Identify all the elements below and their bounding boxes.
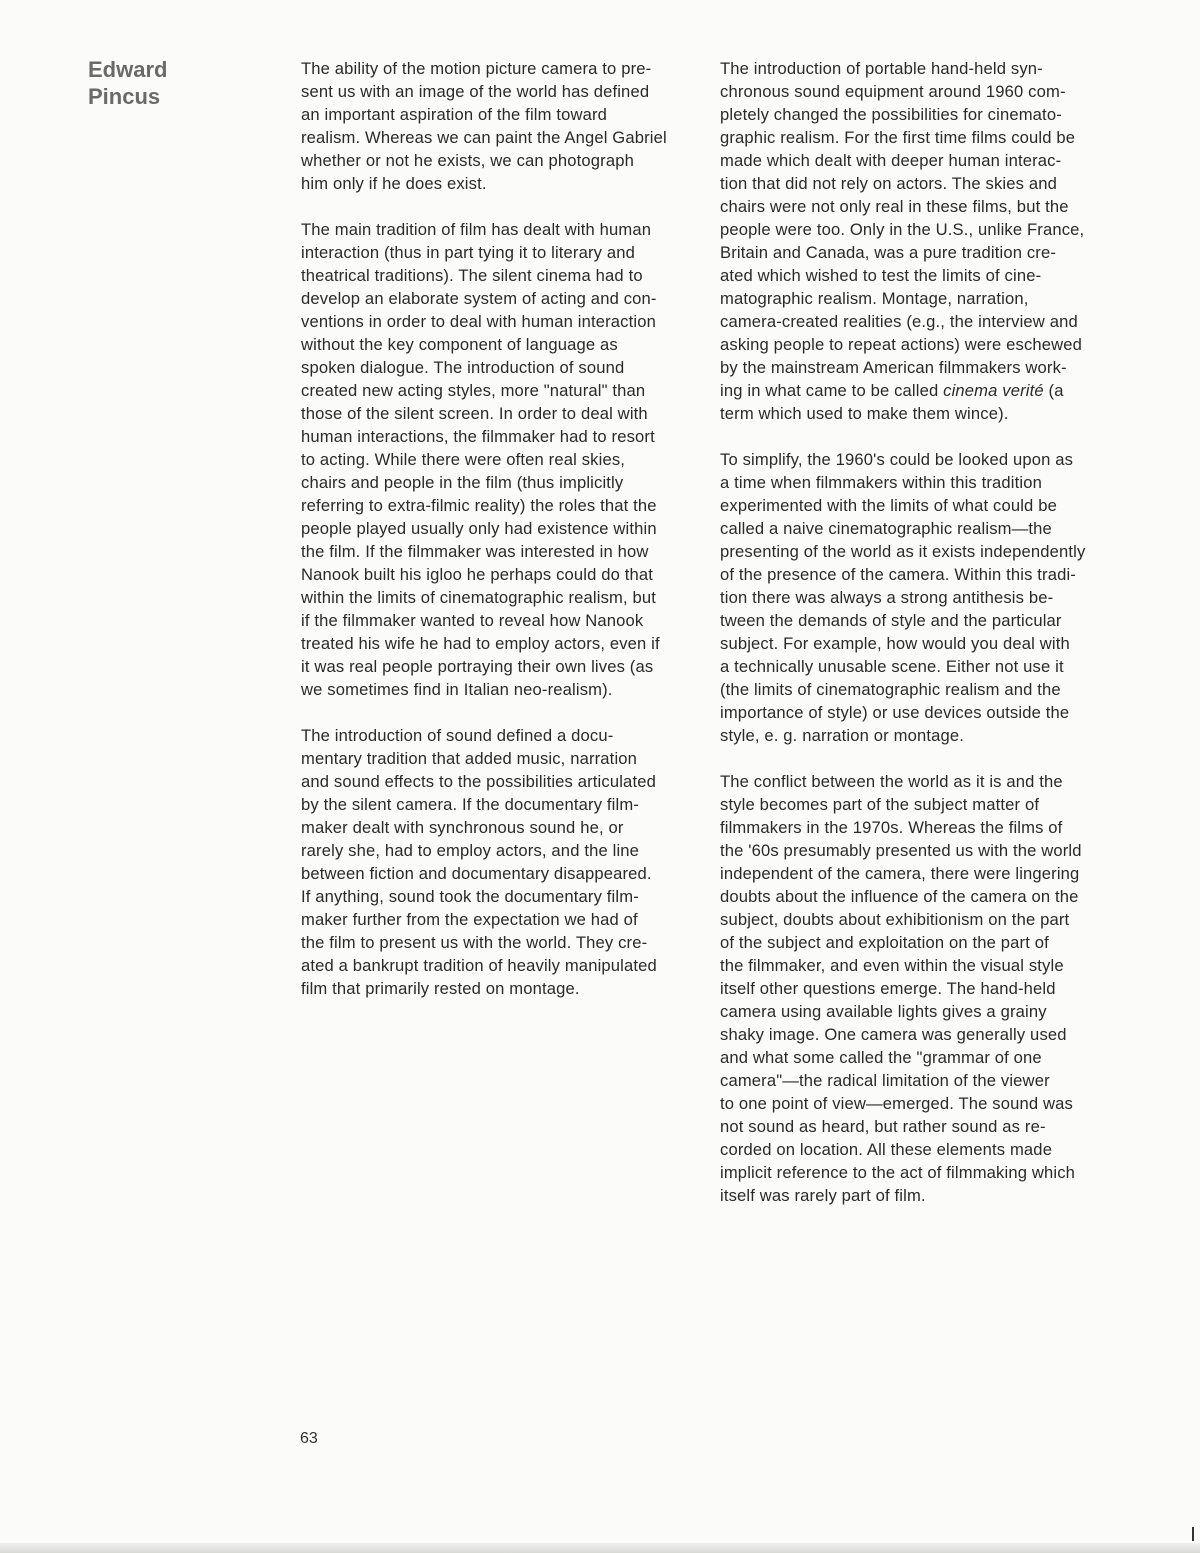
text-line: film that primarily rested on montage.	[301, 979, 580, 998]
text-line: experimented with the limits of what could be	[720, 496, 1057, 515]
text-line: doubts about the influence of the camera on the	[720, 887, 1079, 906]
text-line: human interactions, the filmmaker had to resort	[301, 427, 655, 446]
text-line: treated his wife he had to employ actors, even if	[301, 634, 660, 653]
text-line: the '60s presumably presented us with the world	[720, 841, 1082, 860]
text-line: chairs and people in the film (thus implicitly	[301, 473, 624, 492]
text-line: itself was rarely part of film.	[720, 1186, 926, 1205]
text-line: To simplify, the 1960's could be looked upon as	[720, 450, 1074, 469]
text-line: without the key component of language as	[301, 335, 618, 354]
text-line: pletely changed the possibilities for cinemato-	[720, 105, 1062, 124]
text-line: the film. If the filmmaker was interested in how	[301, 542, 649, 561]
text-line: not sound as heard, but rather sound as re-	[720, 1117, 1046, 1136]
text-line: importance of style) or use devices outside the	[720, 703, 1070, 722]
text-line: term which used to make them wince).	[720, 404, 1009, 423]
text-line: people were too. Only in the U.S., unlike France,	[720, 220, 1085, 239]
text-line: independent of the camera, there were lingering	[720, 864, 1080, 883]
left-text-column	[301, 57, 701, 1023]
text-line: graphic realism. For the first time films could be	[720, 128, 1076, 147]
paragraph	[720, 448, 1130, 747]
page-number: 63	[300, 1430, 318, 1447]
text-line: (the limits of cinematographic realism and the	[720, 680, 1061, 699]
text-line: and sound effects to the possibilities articulated	[301, 772, 656, 791]
text-line: those of the silent screen. In order to deal with	[301, 404, 648, 423]
text-line: him only if he does exist.	[301, 174, 487, 193]
text-line: and what some called the "grammar of one	[720, 1048, 1042, 1067]
text-line: by the silent camera. If the documentary film-	[301, 795, 639, 814]
paragraph	[720, 57, 1130, 425]
text-line: the film to present us with the world. They cre-	[301, 933, 648, 952]
text-line: people played usually only had existence within	[301, 519, 657, 538]
text-line: whether or not he exists, we can photograph	[301, 151, 634, 170]
text-line: If anything, sound took the documentary film-	[301, 887, 639, 906]
text-line: called a naive cinematographic realism—the	[720, 519, 1052, 538]
text-line: ated a bankrupt tradition of heavily manipulated	[301, 956, 657, 975]
text-line: realism. Whereas we can paint the Angel Gabriel	[301, 128, 667, 147]
text-line: a time when filmmakers within this tradition	[720, 473, 1042, 492]
text-line: The main tradition of film has dealt with human	[301, 220, 652, 239]
text-line: implicit reference to the act of filmmaking which	[720, 1163, 1076, 1182]
text-line: style becomes part of the subject matter of	[720, 795, 1040, 814]
text-line: spoken dialogue. The introduction of sound	[301, 358, 625, 377]
text-line: of the presence of the camera. Within this tradi-	[720, 565, 1076, 584]
text-line: chairs were not only real in these films, but the	[720, 197, 1069, 216]
paragraph	[301, 57, 701, 195]
text-line: corded on location. All these elements made	[720, 1140, 1053, 1159]
text-line: a technically unusable scene. Either not use it	[720, 657, 1064, 676]
text-line: if the filmmaker wanted to reveal how Nanook	[301, 611, 644, 630]
text-line: theatrical traditions). The silent cinema had to	[301, 266, 643, 285]
text-line: ated which wished to test the limits of cine-	[720, 266, 1042, 285]
text-line: to acting. While there were often real skies,	[301, 450, 626, 469]
text-line: maker dealt with synchronous sound he, or	[301, 818, 624, 837]
text-line: we sometimes find in Italian neo-realism).	[301, 680, 613, 699]
text-line: The introduction of portable hand-held syn-	[720, 59, 1043, 78]
text-line: The introduction of sound defined a docu-	[301, 726, 614, 745]
text-line: subject. For example, how would you deal with	[720, 634, 1070, 653]
paragraph	[720, 770, 1130, 1207]
text-line: maker further from the expectation we had of	[301, 910, 638, 929]
text-line: develop an elaborate system of acting and con-	[301, 289, 657, 308]
page-bottom-edge	[0, 1543, 1200, 1553]
text-line: within the limits of cinematographic realism, but	[301, 588, 657, 607]
text-line: created new acting styles, more "natural" than	[301, 381, 646, 400]
italic-term: cinema verité	[943, 381, 1044, 400]
text-line: made which dealt with deeper human interac-	[720, 151, 1062, 170]
author-last-name: Pincus	[88, 84, 161, 109]
text-line: tion that did not rely on actors. The skies and	[720, 174, 1057, 193]
author-name	[88, 56, 167, 110]
text-line: of the subject and exploitation on the part of	[720, 933, 1049, 952]
text-line: camera using available lights gives a grainy	[720, 1002, 1047, 1021]
text-line: tion there was always a strong antithesis be-	[720, 588, 1054, 607]
text-line: style, e. g. narration or montage.	[720, 726, 964, 745]
text-line: matographic realism. Montage, narration,	[720, 289, 1029, 308]
text-line: interaction (thus in part tying it to literary and	[301, 243, 636, 262]
text-line: to one point of view—emerged. The sound was	[720, 1094, 1073, 1113]
right-text-column	[720, 57, 1130, 1230]
text-line: sent us with an image of the world has defined	[301, 82, 650, 101]
text-line: presenting of the world as it exists independently	[720, 542, 1086, 561]
text-line: Britain and Canada, was a pure tradition cre-	[720, 243, 1057, 262]
text-line: Nanook built his igloo he perhaps could do that	[301, 565, 654, 584]
text-line: between fiction and documentary disappeared.	[301, 864, 652, 883]
text-line: ing in what came to be called cinema verité (a	[720, 381, 1064, 400]
text-line: referring to extra-filmic reality) the roles that the	[301, 496, 657, 515]
paragraph	[301, 724, 701, 1000]
text-line: an important aspiration of the film toward	[301, 105, 608, 124]
text-line: filmmakers in the 1970s. Whereas the films of	[720, 818, 1063, 837]
text-line: it was real people portraying their own lives (as	[301, 657, 654, 676]
text-line: the filmmaker, and even within the visual style	[720, 956, 1064, 975]
scan-mark	[1192, 1527, 1194, 1541]
text-line: ventions in order to deal with human interaction	[301, 312, 656, 331]
text-line: chronous sound equipment around 1960 com-	[720, 82, 1066, 101]
text-line: mentary tradition that added music, narration	[301, 749, 638, 768]
text-line: rarely she, had to employ actors, and the line	[301, 841, 640, 860]
text-line: by the mainstream American filmmakers work-	[720, 358, 1067, 377]
author-first-name: Edward	[88, 57, 168, 82]
text-line: itself other questions emerge. The hand-held	[720, 979, 1056, 998]
paragraph	[301, 218, 701, 701]
text-line: subject, doubts about exhibitionism on the part	[720, 910, 1070, 929]
text-line: shaky image. One camera was generally used	[720, 1025, 1067, 1044]
text-line: tween the demands of style and the particular	[720, 611, 1062, 630]
text-line: camera-created realities (e.g., the interview and	[720, 312, 1078, 331]
text-line: camera"—the radical limitation of the viewer	[720, 1071, 1050, 1090]
text-line: The ability of the motion picture camera to pre-	[301, 59, 652, 78]
text-line: asking people to repeat actions) were eschewed	[720, 335, 1083, 354]
text-line: The conflict between the world as it is and the	[720, 772, 1063, 791]
